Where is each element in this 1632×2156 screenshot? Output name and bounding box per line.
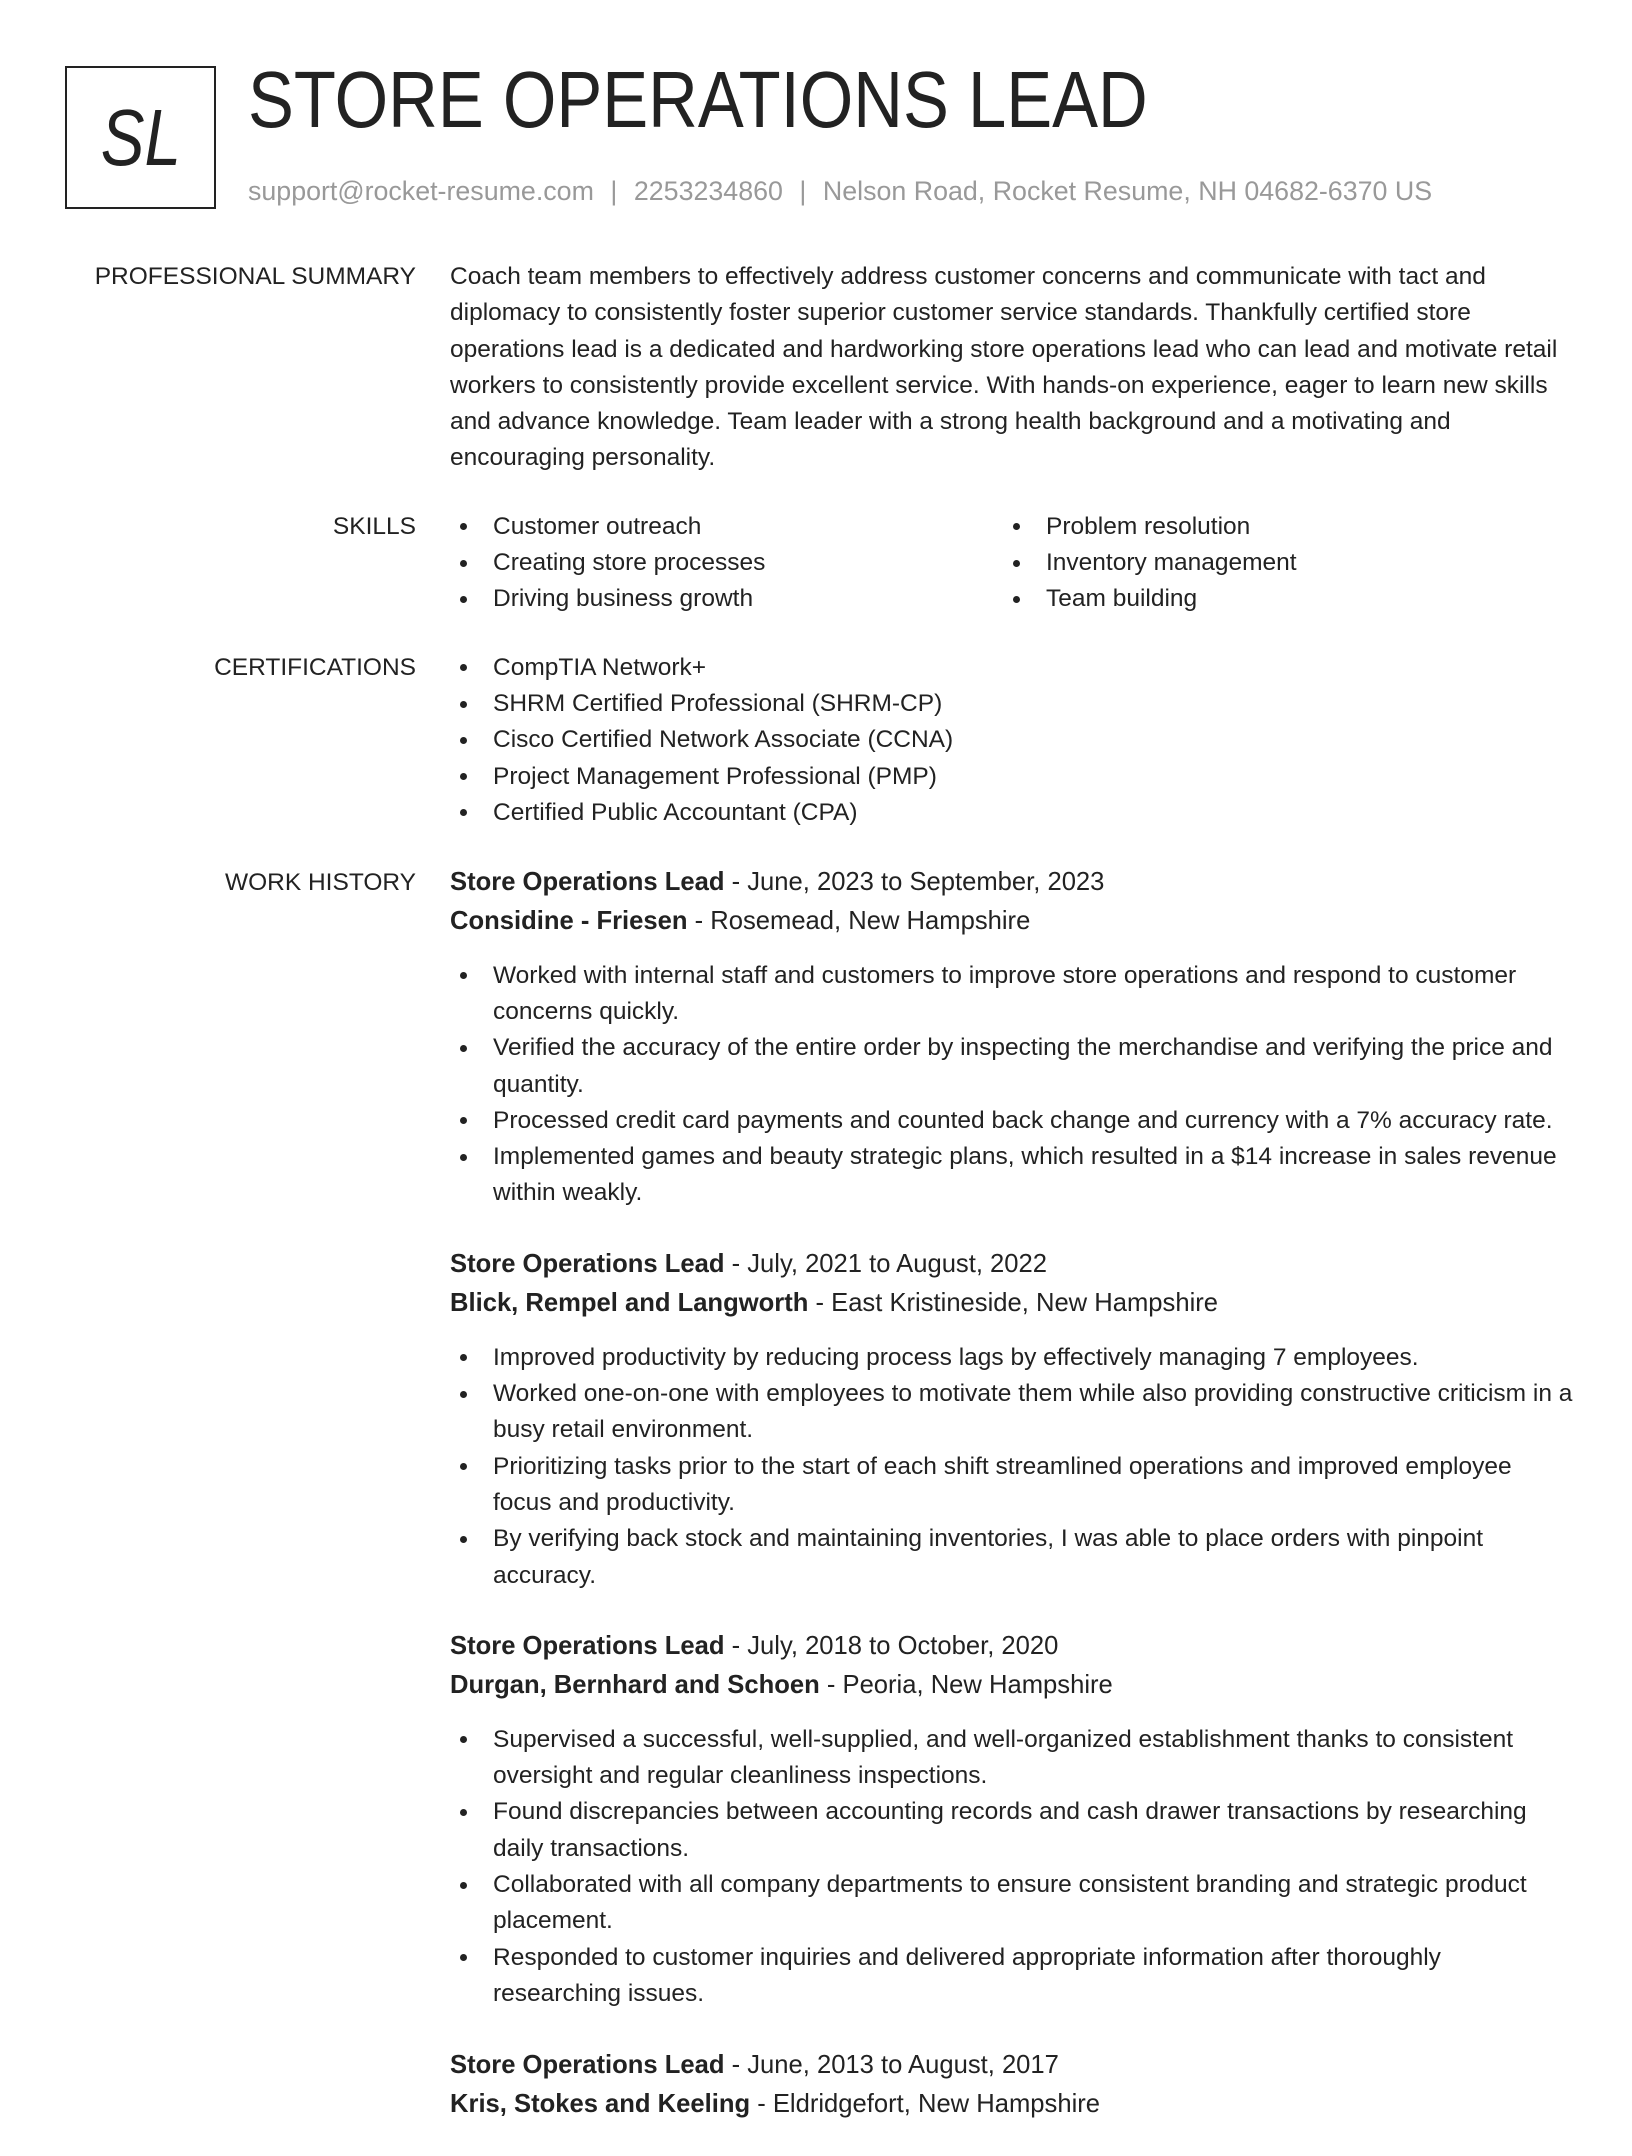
job-dates: June, 2013 to August, 2017 (747, 2050, 1059, 2079)
summary-section (0, 259, 1632, 477)
job-separator: - (808, 1289, 832, 1318)
summary-text: Coach team members to effectively address customer concerns and communicate with tact and diplomacy to consistently foster superior customer service standards. Thankfully certified store operations lead is a dedicated and hardworking store operations lead who can lead and motivate retail workers to consistently provide excellent service. With hands-on experience, eager to learn new skills and advance knowledge. Team leader with a strong health background and a motivating and encouraging personality. (450, 263, 1558, 472)
certification-item: Certified Public Accountant (CPA) (493, 795, 1575, 831)
resume-title: STORE OPERATIONS LEAD (248, 55, 1148, 144)
work-history-section (0, 863, 1632, 2124)
job-dates: July, 2021 to August, 2022 (747, 1250, 1047, 1279)
skill-item: Problem resolution (1046, 509, 1556, 545)
job-title: Store Operations Lead (450, 1250, 725, 1279)
job-company: Kris, Stokes and Keeling (450, 2089, 751, 2118)
job-bullet: Worked one-on-one with employees to motivate them while also providing constructive criticism in a busy retail environment. (493, 1376, 1575, 1449)
job-separator: - (750, 2089, 773, 2118)
job-bullet: Processed credit card payments and counted back change and currency with a 7% accuracy rate. (493, 1103, 1575, 1139)
contact-line (248, 175, 1432, 207)
job-dates: June, 2023 to September, 2023 (747, 868, 1105, 897)
skills-section (0, 509, 1632, 618)
job-entry (450, 1627, 1575, 2012)
job-separator: - (724, 868, 748, 897)
job-bullet: Worked with internal staff and customers to improve store operations and respond to customer concerns quickly. (493, 958, 1575, 1031)
contact-phone: 2253234860 (633, 176, 783, 206)
job-title: Store Operations Lead (450, 1632, 725, 1661)
job-bullet: Collaborated with all company departments to ensure consistent branding and strategic product placement. (493, 1867, 1575, 1940)
certification-item: Cisco Certified Network Associate (CCNA) (493, 722, 1575, 758)
job-location: Rosemead, New Hampshire (710, 907, 1031, 936)
work-history-content (450, 863, 1575, 2124)
job-bullets (450, 1340, 1575, 1594)
section-label-work-history: WORK HISTORY (224, 869, 416, 897)
skill-item: Inventory management (1046, 545, 1556, 581)
certification-item: Project Management Professional (PMP) (493, 759, 1575, 795)
job-title: Store Operations Lead (450, 868, 725, 897)
job-company-line (450, 1666, 1575, 1705)
skill-item: Creating store processes (493, 545, 1003, 581)
contact-address: Nelson Road, Rocket Resume, NH 04682-6370 US (822, 176, 1433, 206)
job-company: Considine - Friesen (450, 907, 688, 936)
summary-content (450, 259, 1575, 477)
job-separator: - (724, 1250, 748, 1279)
job-company: Durgan, Bernhard and Schoen (450, 1671, 820, 1700)
skills-content (450, 509, 1575, 618)
job-company: Blick, Rempel and Langworth (450, 1289, 809, 1318)
section-label-certifications: CERTIFICATIONS (214, 653, 416, 681)
job-title-line (450, 863, 1575, 902)
skills-column-left (450, 509, 1003, 618)
contact-separator: | (799, 176, 807, 206)
job-dates: July, 2018 to October, 2020 (747, 1632, 1059, 1661)
job-title-line (450, 2046, 1575, 2085)
job-location: Eldridgefort, New Hampshire (772, 2089, 1101, 2118)
job-bullet: Found discrepancies between accounting records and cash drawer transactions by researching daily transactions. (493, 1794, 1575, 1867)
job-company-line (450, 2085, 1575, 2124)
job-entry (450, 1245, 1575, 1594)
job-company-line (450, 1284, 1575, 1323)
job-location: East Kristineside, New Hampshire (831, 1289, 1219, 1318)
job-separator: - (724, 2050, 748, 2079)
certifications-list (450, 650, 1575, 831)
job-title-line (450, 1627, 1575, 1666)
job-separator: - (687, 907, 711, 936)
job-separator: - (724, 1632, 748, 1661)
skills-column-right (1003, 509, 1556, 618)
certifications-section (0, 650, 1632, 831)
certification-item: CompTIA Network+ (493, 650, 1575, 686)
job-entry (450, 863, 1575, 1212)
job-bullets (450, 1722, 1575, 2012)
job-title: Store Operations Lead (450, 2050, 725, 2079)
resume-body (0, 259, 1632, 2156)
skill-item: Customer outreach (493, 509, 1003, 545)
certification-item: SHRM Certified Professional (SHRM-CP) (493, 686, 1575, 722)
skill-item: Driving business growth (493, 581, 1003, 617)
job-separator: - (819, 1671, 843, 1700)
job-title-line (450, 1245, 1575, 1284)
section-label-summary: PROFESSIONAL SUMMARY (94, 263, 416, 290)
job-bullet: By verifying back stock and maintaining inventories, I was able to place orders with pinpoint accuracy. (493, 1521, 1575, 1594)
job-bullet: Responded to customer inquiries and delivered appropriate information after thoroughly researching issues. (493, 1940, 1575, 2013)
skill-item: Team building (1046, 581, 1556, 617)
certifications-content (450, 650, 1575, 831)
job-company-line (450, 902, 1575, 941)
job-bullet: Prioritizing tasks prior to the start of each shift streamlined operations and improved employee focus and productivity. (493, 1449, 1575, 1522)
contact-email: support@rocket-resume.com (248, 176, 594, 206)
job-bullets (450, 958, 1575, 1212)
job-bullet: Supervised a successful, well-supplied, and well-organized establishment thanks to consistent oversight and regular cleanliness inspections. (493, 1722, 1575, 1795)
job-bullet: Implemented games and beauty strategic plans, which resulted in a $14 increase in sales revenue within weakly. (493, 1139, 1575, 1212)
monogram-badge (65, 66, 216, 209)
job-bullet: Improved productivity by reducing process lags by effectively managing 7 employees. (493, 1340, 1575, 1376)
contact-separator: | (610, 176, 618, 206)
monogram-initials: SL (100, 92, 181, 182)
job-location: Peoria, New Hampshire (842, 1671, 1113, 1700)
section-label-skills: SKILLS (332, 512, 416, 540)
job-bullet: Verified the accuracy of the entire order by inspecting the merchandise and verifying the price and quantity. (493, 1030, 1575, 1103)
